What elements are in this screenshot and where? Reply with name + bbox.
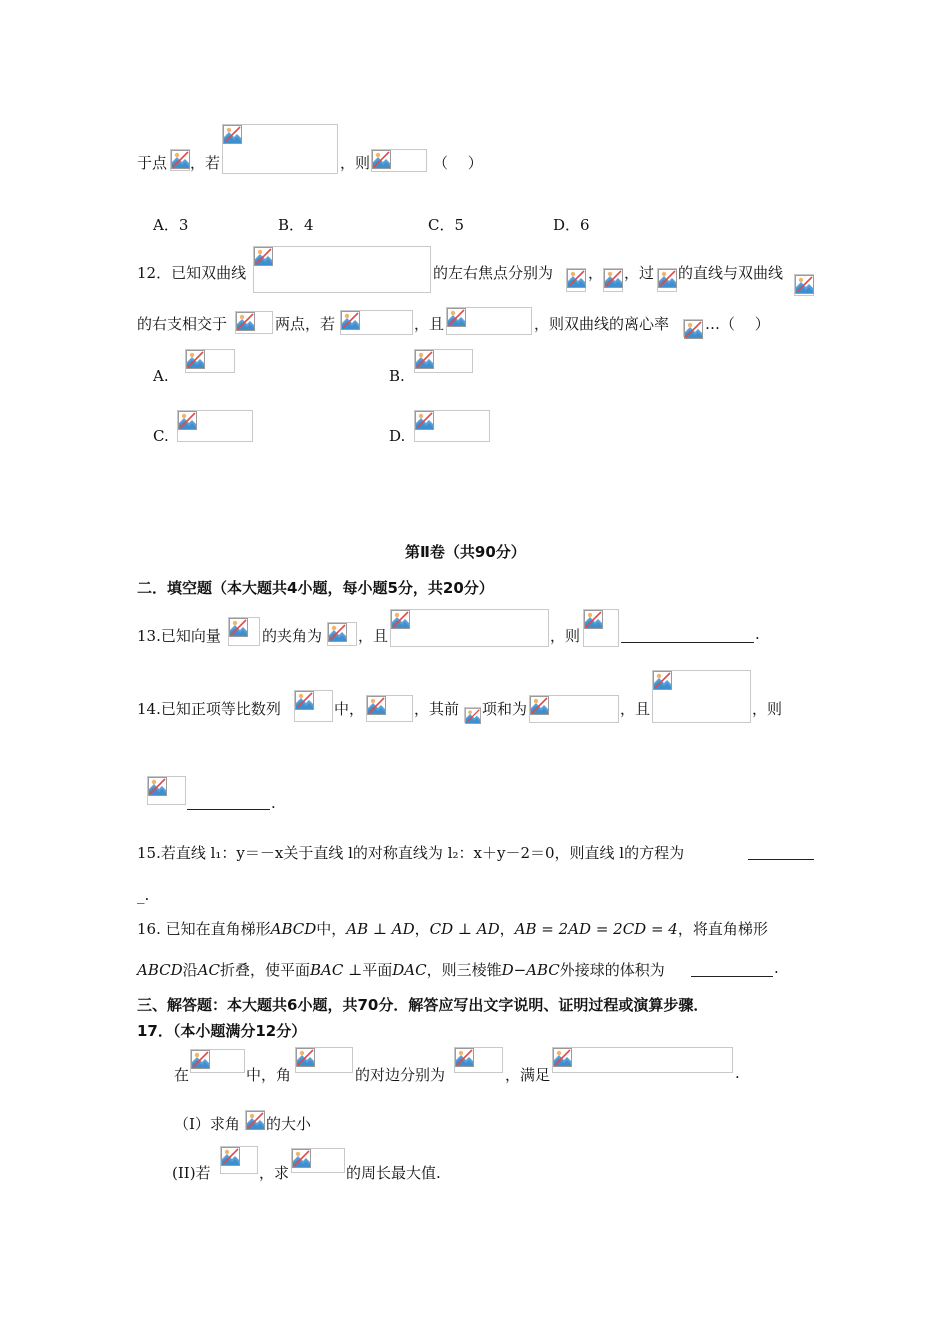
formula-image [294, 690, 333, 722]
q14-text-2: 中， [334, 700, 365, 718]
broken-image-icon [221, 1147, 240, 1166]
broken-image-icon [148, 777, 167, 796]
broken-image-icon [584, 610, 603, 629]
broken-image-icon [328, 623, 347, 642]
q12-option-b: B. [389, 367, 405, 385]
q16-text: 沿 [182, 961, 198, 979]
q16-line-1 [137, 918, 768, 939]
q15-tail: _. [137, 886, 150, 904]
answer-blank [621, 642, 754, 643]
broken-image-icon [254, 247, 273, 266]
formula-image [652, 670, 751, 723]
formula-image [371, 149, 427, 172]
q12-text-8: ，且 [414, 315, 445, 333]
broken-image-icon [186, 350, 205, 369]
q15-text: 15.若直线 l₁：y＝－x关于直线 l的对称直线为 l₂：x＋y－2＝0，则直线 l的方程为 [137, 844, 685, 862]
broken-image-icon [415, 411, 434, 430]
q16-text: 平面 [362, 961, 393, 979]
formula-image [414, 410, 490, 442]
q11-option-c: C．5 [428, 216, 465, 234]
broken-image-icon [178, 411, 197, 430]
q14-text-1: 14.已知正项等比数列 [137, 700, 281, 718]
answer-blank [187, 809, 270, 810]
formula-image [177, 410, 253, 442]
broken-image-icon [372, 150, 391, 169]
q16-text: ， [499, 920, 515, 938]
q17-sub1-a: （I）求角 [174, 1115, 240, 1133]
q14-text-3: ，其前 [414, 700, 460, 718]
q17-sub2-a: (II)若 [172, 1164, 211, 1182]
broken-image-icon [236, 312, 255, 331]
q11-text-2: ，若 [190, 154, 221, 172]
broken-image-icon [292, 1149, 311, 1168]
formula-image [583, 609, 619, 647]
broken-image-icon [415, 350, 434, 369]
formula-image [603, 268, 623, 292]
math-abcd: ABCD [137, 961, 183, 979]
q13-end: . [755, 625, 760, 643]
formula-image [235, 311, 273, 334]
q12-text-1: 12．已知双曲线 [137, 264, 247, 282]
formula-image [170, 149, 190, 171]
q12-text-4: ，过 [624, 264, 655, 282]
q16-text: 折叠，使平面 [219, 961, 310, 979]
answer-blank [748, 859, 814, 860]
q12-option-a: A. [153, 367, 169, 385]
broken-image-icon [795, 275, 814, 294]
q17-sub1-b: 的大小 [266, 1115, 312, 1133]
q17-text-4: ，满足 [505, 1066, 551, 1084]
answer-blank [691, 976, 773, 977]
math-abcd: ABCD [270, 920, 317, 938]
formula-image [295, 1047, 353, 1073]
q17-text-2: 中，角 [246, 1066, 292, 1084]
broken-image-icon [465, 708, 481, 724]
q13-text-2: 的夹角为 [262, 627, 323, 645]
formula-image [454, 1047, 503, 1073]
q11-option-b: B．4 [278, 216, 314, 234]
math-bac: BAC ⊥ [309, 961, 363, 979]
broken-image-icon [246, 1111, 265, 1130]
q12-text-10: …（ ） [705, 315, 770, 333]
formula-image [683, 319, 703, 337]
broken-image-icon [341, 311, 360, 330]
formula-image [340, 310, 413, 335]
q13-text-3: ，且 [358, 627, 389, 645]
q16-text: ，将直角梯形 [677, 920, 768, 938]
math-lengths: AB = 2AD = 2CD = 4 [514, 920, 678, 938]
math-cd-perp-ad: CD ⊥ AD [429, 920, 500, 938]
broken-image-icon [171, 150, 190, 169]
broken-image-icon [229, 618, 248, 637]
formula-image [529, 695, 619, 723]
q17-text-3: 的对边分别为 [355, 1066, 446, 1084]
broken-image-icon [684, 320, 703, 339]
section-solutions: 三、解答题：本大题共6小题，共70分．解答应写出文字说明、证明过程或演算步骤． [137, 996, 709, 1014]
formula-image [245, 1110, 265, 1130]
q14-text-5: ，且 [620, 700, 651, 718]
q11-text-3: ，则 [340, 154, 371, 172]
broken-image-icon [658, 269, 677, 288]
broken-image-icon [296, 1048, 315, 1067]
q13-text-1: 13.已知向量 [137, 627, 221, 645]
q12-text-7: 两点，若 [275, 315, 336, 333]
formula-image [327, 622, 357, 646]
formula-image [220, 1146, 258, 1174]
math-dac: DAC [392, 961, 427, 979]
formula-image [390, 609, 549, 647]
q16-end: . [774, 959, 779, 977]
q12-text-5: 的直线与双曲线 [678, 264, 784, 282]
formula-image [222, 124, 338, 174]
formula-image [366, 695, 413, 722]
formula-image [657, 268, 677, 292]
formula-image [185, 349, 235, 373]
q11-text-4: （ ） [433, 154, 483, 172]
broken-image-icon [653, 671, 672, 690]
formula-image [464, 707, 481, 723]
q13-text-4: ，则 [550, 627, 581, 645]
formula-image [794, 274, 814, 296]
q16-text: 外接球的体积为 [559, 961, 665, 979]
q14-text-4: 项和为 [482, 700, 528, 718]
q17-end: . [735, 1064, 740, 1082]
q17-sub2-c: 的周长最大值. [346, 1164, 441, 1182]
formula-image [291, 1148, 345, 1173]
q11-option-d: D．6 [553, 216, 590, 234]
broken-image-icon [391, 610, 410, 629]
q12-option-d: D. [389, 427, 406, 445]
broken-image-icon [567, 269, 586, 288]
q16-text: 16. 已知在直角梯形 [137, 920, 271, 938]
q14-text-6: ，则 [752, 700, 783, 718]
q16-text: ， [414, 920, 430, 938]
q16-text: 中， [316, 920, 347, 938]
q12-text-3: ， [588, 264, 604, 282]
formula-image [190, 1049, 245, 1073]
broken-image-icon [530, 696, 549, 715]
formula-image [566, 268, 586, 292]
formula-image [552, 1047, 733, 1073]
broken-image-icon [553, 1048, 572, 1067]
q12-text-6: 的右支相交于 [137, 315, 228, 333]
section-fill-in: 二．填空题（本大题共4小题，每小题5分，共20分） [137, 579, 494, 597]
broken-image-icon [223, 125, 242, 144]
formula-image [446, 307, 532, 335]
q17-sub2-b: ，求 [259, 1164, 290, 1182]
q17-head: 17．（本小题满分12分） [137, 1022, 307, 1040]
q14-end: . [271, 794, 276, 812]
math-ac: AC [197, 961, 220, 979]
q12-option-c: C. [153, 427, 169, 445]
q17-text-1: 在 [174, 1066, 190, 1084]
q12-text-9: ，则双曲线的离心率 [534, 315, 670, 333]
formula-image [414, 349, 473, 373]
q12-text-2: 的左右焦点分别为 [433, 264, 554, 282]
q11-option-a: A．3 [153, 216, 189, 234]
q16-text: ，则三棱锥 [426, 961, 502, 979]
broken-image-icon [455, 1048, 474, 1067]
formula-image [147, 776, 186, 805]
math-ab-perp-ad: AB ⊥ AD [346, 920, 415, 938]
formula-image [228, 617, 260, 646]
broken-image-icon [447, 308, 466, 327]
formula-image [253, 246, 431, 293]
math-d-abc: D−ABC [501, 961, 560, 979]
q16-line-2 [137, 959, 665, 980]
broken-image-icon [191, 1050, 210, 1069]
part2-title: 第Ⅱ卷（共90分） [405, 543, 526, 561]
q11-text-1: 于点 [137, 154, 168, 172]
broken-image-icon [295, 691, 314, 710]
broken-image-icon [367, 696, 386, 715]
broken-image-icon [604, 269, 623, 288]
